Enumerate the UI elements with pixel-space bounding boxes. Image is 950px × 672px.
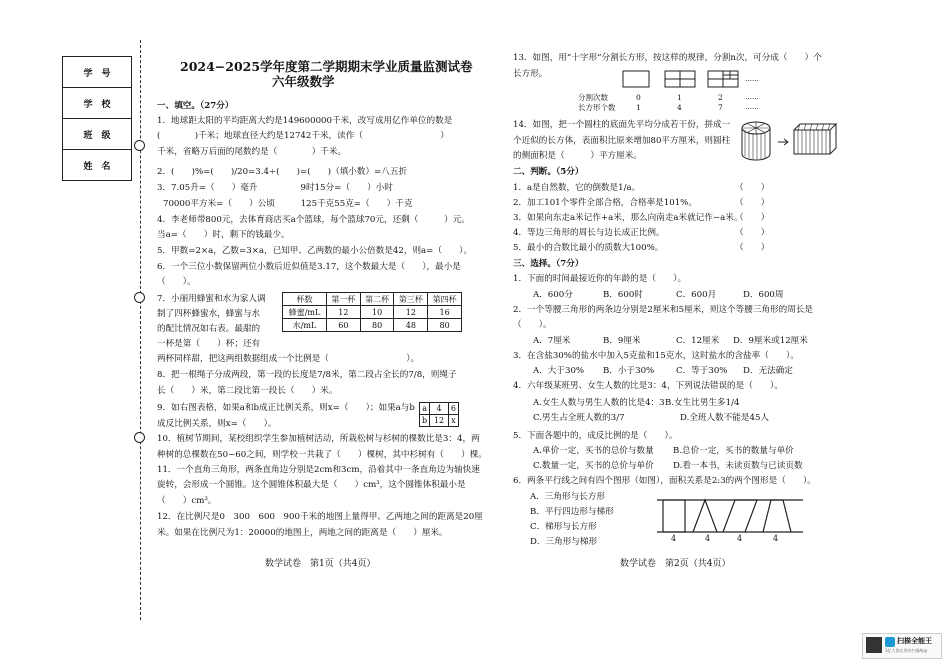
question-6: 6．一个三位小数保留两位小数后近似值是3.17，这个数最大是（ ），最小是: [157, 262, 461, 272]
ab-table: [419, 402, 459, 427]
table-cell: 48: [394, 319, 428, 332]
watermark-subtitle: 3亿人都在用的扫描App: [885, 648, 928, 653]
question-14-line2: 个近似的长方体，表面积比原来增加80平方厘米，则圆柱: [513, 136, 731, 146]
judge-2: 2．加工101个零件全部合格，合格率是101%。: [513, 198, 697, 208]
table-cell: 水/mL: [283, 319, 327, 332]
qr-code-icon: [866, 637, 882, 653]
question-14-line3: 的侧面积是（ ）平方厘米。: [513, 151, 642, 161]
choice-3-option: D．无法确定: [743, 366, 793, 376]
table-header-cell: 第一杯: [327, 293, 361, 306]
binding-hole: [134, 432, 145, 443]
field-class: 班 级: [63, 119, 132, 150]
exam-subtitle: 六年级数学: [272, 74, 335, 89]
choice-2: 2．一个等腰三角形的两条边分别是2厘米和5厘米，则这个等腰三角形的周长是: [513, 305, 813, 315]
q13-rect-count: 1: [636, 103, 641, 112]
q13-count: 1: [677, 93, 682, 102]
choice-3: 3．在含盐30%的盐水中加入5克盐和15克水，这时盐水的含盐率（ ）。: [513, 351, 799, 361]
question-13-line2: 长方形。: [513, 69, 548, 79]
choice-3-option: B．小于30%: [603, 366, 655, 376]
choice-1: 1．下面的时间最接近你的年龄的是（ ）。: [513, 274, 687, 284]
choice-4-option: D.全班人数不能是45人: [680, 413, 770, 423]
field-student-id: 学 号: [63, 57, 132, 88]
question-9: 9．如右图表格，如果a和b成正比例关系，则x=（ ）；如果a与b: [157, 403, 415, 413]
answer-paren: （ ）: [735, 198, 770, 208]
q13-rect-count: 7: [718, 103, 723, 112]
choice-1-option: C．600月: [676, 290, 717, 300]
q13-label-rects: 长方形个数: [578, 103, 616, 112]
section-fill-blank: 一、填空。（27分）: [157, 101, 234, 111]
table-cell: 80: [428, 319, 462, 332]
table-cell: 蜂蜜/mL: [283, 306, 327, 319]
question-3-line2: 70000平方米=（ ）公顷 125千克55克=（ ）千克: [163, 199, 413, 209]
question-10-line2: 种树的总棵数在50~60之间，则学校一共栽了（ ）棵树，其中杉树有（ ）棵。: [157, 450, 487, 460]
choice-1-option: B．600时: [603, 290, 643, 300]
student-info-table: [62, 56, 132, 181]
answer-paren: （ ）: [735, 228, 770, 238]
choice-6-option: D．三角形与梯形: [530, 537, 598, 547]
table-cell: 12: [430, 415, 449, 427]
shape-base-label: 4: [773, 534, 779, 543]
question-13: 13．如图，用“十字形”分割长方形，按这样的规律，分割n次，可分成（ ）个: [513, 53, 822, 63]
question-11: 11．一个直角三角形，两条直角边分别是2cm和3cm，沿着其中一条直角边为轴快速: [157, 465, 480, 475]
question-8-line2: 长（ ）米，第二段比第一段长（ ）米。: [157, 386, 338, 396]
choice-1-option: D．600周: [743, 290, 784, 300]
page1-footer: 数学试卷 第1页（共4页）: [265, 559, 376, 569]
question-7-line4: 一杯是第（ ）杯；还有: [157, 339, 261, 349]
choice-5-option: D.看一本书，未读页数与已读页数: [673, 461, 803, 471]
q13-count: 0: [636, 93, 641, 102]
table-cell: b: [420, 415, 430, 427]
table-cell: 12: [394, 306, 428, 319]
question-14: 14．如图，把一个圆柱的底面先平均分成若干份，拼成一: [513, 120, 731, 130]
table-cell: x: [448, 415, 458, 427]
choice-6: 6．两条平行线之间有四个图形（如图），面积关系是2:3的两个图形是（ ）。: [513, 476, 816, 486]
section-choice: 三、选择。（7分）: [513, 259, 584, 269]
q13-count: 2: [718, 93, 723, 102]
table-header-cell: 第三杯: [394, 293, 428, 306]
judge-4: 4．等边三角形的周长与边长成正比例。: [513, 228, 665, 238]
table-cell: 10: [360, 306, 394, 319]
question-1: 1．地球距太阳的平均距离大约是149600000千米，改写成用亿作单位的数是: [157, 116, 453, 126]
table-cell: 4: [430, 403, 449, 415]
shape-base-label: 4: [671, 534, 677, 543]
question-9-line2: 成反比例关系，则x=（ ）。: [157, 419, 277, 429]
choice-5-option: A.单价一定，买书的总价与数量: [533, 446, 654, 456]
choice-3-option: A．大于30%: [533, 366, 585, 376]
question-5: 5．甲数=2×a，乙数=3×a，已知甲、乙两数的最小公倍数是42，则a=（ ）。: [157, 246, 473, 256]
question-8: 8．把一根绳子分成两段，第一段的长度是7/8米，第二段占全长的7/8，则绳子: [157, 370, 457, 380]
choice-2-option: B．9厘米: [603, 336, 641, 346]
choice-2-option: C．12厘米: [676, 336, 720, 346]
shape-base-label: 4: [705, 534, 711, 543]
question-4: 4．李老师带800元，去体育商店买a个篮球，每个篮球70元，还剩（ ）元。: [157, 215, 470, 225]
choice-2-option: A．7厘米: [533, 336, 571, 346]
choice-2-line2: （ ）。: [513, 320, 552, 330]
choice-4-option: A.女生人数与男生人数的比是4：3: [533, 398, 665, 408]
binding-hole: [134, 140, 145, 151]
choice-5-option: C.数量一定，买书的总价与单价: [533, 461, 654, 471]
question-7-line2: 制了四杯蜂蜜水，蜂蜜与水: [157, 309, 261, 319]
question-3: 3．7.05升=（ ）毫升 9时15分=（ ）小时: [157, 183, 393, 193]
choice-6-option: B．平行四边形与梯形: [530, 507, 614, 517]
choice-4-option: B.女生比男生多1/4: [665, 398, 740, 408]
shape-base-label: 4: [737, 534, 743, 543]
table-header-cell: 第四杯: [428, 293, 462, 306]
section-true-false: 二、判断。（5分）: [513, 167, 584, 177]
exam-title: 2024−2025学年度第二学期期末学业质量监测试卷: [180, 59, 473, 74]
choice-6-option: A．三角形与长方形: [530, 492, 605, 502]
table-cell: 16: [428, 306, 462, 319]
question-1-line3: 千米，省略万后面的尾数约是（ ）千米。: [157, 147, 347, 157]
question-7-line3: 的配比情况如右表。最甜的: [157, 324, 261, 334]
cylinder-figure: [738, 116, 838, 164]
answer-paren: （ ）: [735, 183, 770, 193]
question-7: 7．小丽用蜂蜜和水为家人调: [157, 294, 266, 304]
question-4-line2: 当a=（ ）时，剩下的钱最少。: [157, 230, 290, 240]
question-12-line2: 米。如果在比例尺为1：20000的地图上，两地之间的距离是（ ）厘米。: [157, 528, 448, 538]
choice-4-option: C.男生占全班人数的3/7: [533, 413, 625, 423]
choice-5-option: B.总价一定，买书的数量与单价: [673, 446, 794, 456]
scanner-watermark: [862, 633, 942, 659]
question-2: 2．( )%=( )/20=3.4÷( )=( )（填小数）=八五折: [157, 167, 408, 177]
q13-dots: ……: [745, 93, 759, 101]
binding-hole: [134, 292, 145, 303]
choice-4: 4．六年级某班男、女生人数的比是3：4，下列说法错误的是（ ）。: [513, 381, 783, 391]
table-cell: 60: [327, 319, 361, 332]
question-11-line3: （ ）cm³。: [157, 496, 217, 506]
honey-water-table: [282, 292, 462, 332]
choice-1-option: A．600分: [533, 290, 573, 300]
question-6-line2: （ ）。: [157, 277, 196, 287]
question-10: 10．植树节期间，某校组织学生参加植树活动，所栽松树与杉树的棵数比是3：4，两: [157, 434, 480, 444]
scanner-logo-icon: [885, 637, 895, 647]
question-1-line2: ( )千米；地球直径大约是12742千米，读作（ ）: [157, 131, 449, 141]
choice-3-option: C．等于30%: [676, 366, 728, 376]
field-name: 姓 名: [63, 150, 132, 181]
answer-paren: （ ）: [735, 243, 770, 253]
page2-footer: 数学试卷 第2页（共4页）: [620, 559, 731, 569]
judge-5: 5．最小的合数比最小的质数大100%。: [513, 243, 664, 253]
answer-paren: （ ）: [735, 213, 770, 223]
q13-label-cuts: 分割次数: [578, 93, 608, 102]
q13-dots: ……: [745, 75, 759, 83]
table-cell: 12: [327, 306, 361, 319]
field-school: 学 校: [63, 88, 132, 119]
table-header-cell: 杯数: [283, 293, 327, 306]
choice-2-option: D．9厘米或12厘米: [733, 336, 808, 346]
table-cell: a: [420, 403, 430, 415]
parallel-shapes-figure: [655, 492, 805, 540]
question-7-line5: 两杯同样甜，把这两组数据组成一个比例是（ ）。: [157, 354, 420, 364]
q13-rect-count: 4: [677, 103, 682, 112]
table-cell: 6: [448, 403, 458, 415]
judge-1: 1．a是自然数，它的倒数是1/a。: [513, 183, 641, 193]
table-header-cell: 第二杯: [360, 293, 394, 306]
watermark-title: 扫描全能王: [897, 637, 932, 645]
choice-6-option: C．梯形与长方形: [530, 522, 597, 532]
question-11-line2: 旋转，会形成一个圆锥。这个圆锥体积最大是（ ）cm³，这个圆锥体积最小是: [157, 480, 466, 490]
binding-line: [140, 40, 141, 620]
table-cell: 80: [360, 319, 394, 332]
choice-5: 5．下面各题中的，成反比例的是（ ）。: [513, 431, 678, 441]
judge-3: 3．如果向东走a米记作+a米，那么向南走a米就记作−a米。: [513, 213, 743, 223]
q13-dots: ……: [745, 103, 759, 111]
question-12: 12．在比例尺是0 300 600 900千米的地图上量得甲、乙两地之间的距离是20厘: [157, 512, 483, 522]
